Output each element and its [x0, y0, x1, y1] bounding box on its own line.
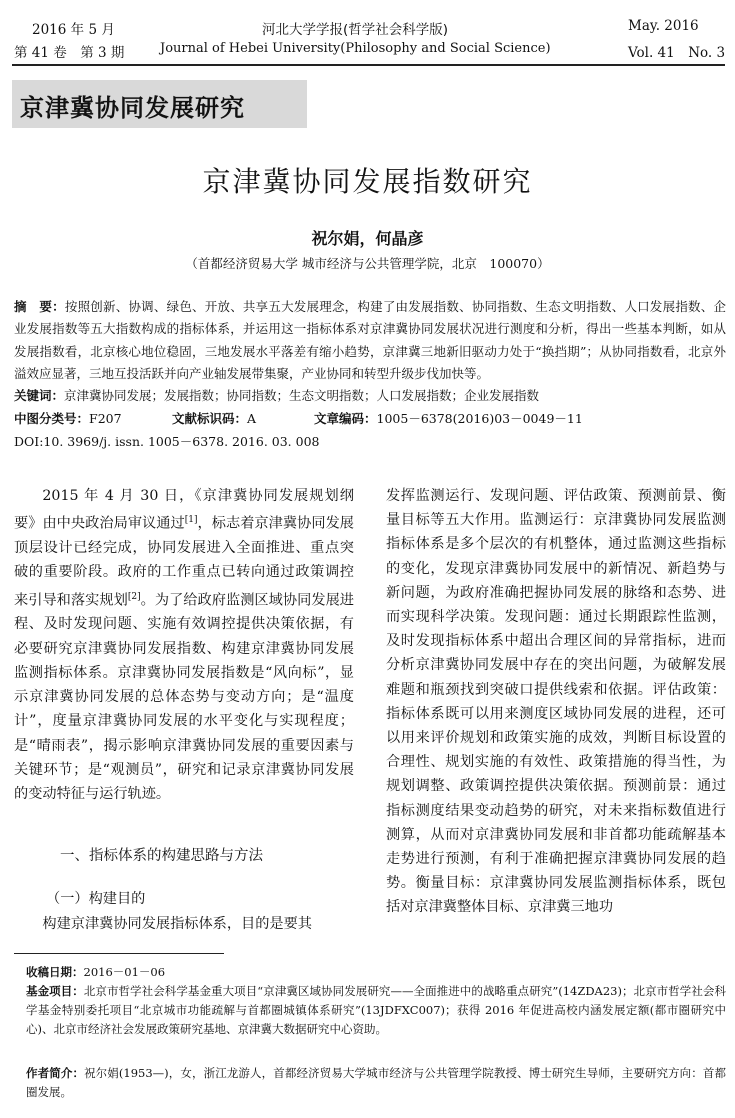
footnote-rule: [14, 953, 224, 954]
body-right-column: [386, 484, 726, 920]
footnote-author: [26, 1064, 726, 1102]
keywords-label: 关键词：: [14, 388, 65, 403]
header-rule: [12, 64, 725, 66]
keywords-text: 京津冀协同发展；发展指数；协同指数；生态文明指数；人口发展指数；企业发展指数: [64, 388, 540, 403]
header-date-cn: 2016 年 5 月: [32, 22, 115, 38]
fund-text: 北京市哲学社会科学基金重大项目“京津冀区域协同发展研究——全面推进中的战略重点研究”(14ZDA23)；北京市哲学社会科学基金特别委托项目“北京城市功能疏解与首都圈城镇体系研究”(13JDFXC007)；获得 2016 年促进高校内涵发展定额(都市圈研究中心)、北京市经济社会发展政策研究基地、京津冀大数据研究中心资助。: [26, 984, 726, 1036]
keywords: [14, 386, 726, 404]
header-date-en: May. 2016: [628, 18, 699, 34]
column-banner: [12, 80, 307, 128]
author-affiliation: （首都经济贸易大学 城市经济与公共管理学院，北京 100070）: [185, 256, 550, 271]
document-code-label: 文献标识码：: [172, 411, 248, 426]
right-paragraph: 发挥监测运行、发现问题、评估政策、预测前景、衡量目标等五大作用。监测运行：京津冀协同发展监测指标体系是多个层次的有机整体，通过监测这些指标的变化，发现京津冀协同发展中的新情况、新趋势与新问题，为政府准确把握协同发展的脉络和态势、进而实现科学决策。发现问题：通过长期跟踪性监测，及时发现指标体系中超出合理区间的异常指标，进而分析京津冀协同发展中存在的突出问题，为破解发展难题和瓶颈找到突破口提供线索和依据。评估政策：指标体系既可以用来测度区域协同发展的进程，还可以用来评价规划和政策实施的成效，判断目标设置的合理性、规划实施的有效性、政策措施的得当性，为规划调整、政策调控提供决策依据。预测前景：通过指标测度结果变动趋势的研究，对未来指标数值进行测算，从而对京津冀协同发展和非首都功能疏解基本走势进行预测，有利于准确把握京津冀协同发展的趋势。衡量目标：京津冀协同发展监测指标体系，既包括对京津冀整体目标、京津冀三地功: [386, 488, 726, 916]
article-number: [314, 409, 583, 427]
intro-text-c: 。为了给政府监测区域协同发展进程、及时发现问题、实施有效调控提供决策依据，有必要研究京津冀协同发展指数、构建京津冀协同发展监测指标体系。京津冀协同发展指数是“风向标”，显示京津冀协同发展的总体态势与变动方向；是“温度计”，度量京津冀协同发展的水平变化与实现程度；是“晴雨表”，揭示影响京津冀协同发展的重要因素与关键环节；是“观测员”，研究和记录京津冀协同发展的变动特征与运行轨迹。: [14, 592, 354, 802]
header-volume-en: Vol. 41 No. 3: [628, 45, 726, 61]
clc-value: F207: [89, 411, 122, 426]
abstract-label: 摘 要：: [14, 299, 65, 314]
author-bio-text: 祝尔娟(1953—)，女，浙江龙游人，首都经济贸易大学城市经济与公共管理学院教授、博士研究生导师，主要研究方向：首都圈发展。: [26, 1066, 727, 1099]
article-title: 京津冀协同发展指数研究: [202, 165, 533, 198]
reference-1[interactable]: [1]: [184, 515, 198, 526]
fund-label: 基金项目：: [26, 984, 84, 998]
header-journal-cn: 河北大学学报(哲学社会科学版): [262, 22, 449, 38]
header-journal-en: Journal of Hebei University(Philosophy and Social Science): [160, 41, 551, 56]
footnote-fund: [26, 982, 726, 1039]
document-code: [172, 409, 256, 427]
footnote-received: [26, 963, 726, 982]
body-left-column: [14, 484, 354, 806]
intro-paragraph: [14, 484, 354, 806]
left-last-text: 构建京津冀协同发展指标体系，目的是要其: [42, 916, 312, 932]
abstract: [14, 296, 726, 385]
abstract-text: 按照创新、协调、绿色、开放、共享五大发展理念，构建了由发展指数、协同指数、生态文明指数、人口发展指数、企业发展指数等五大指数构成的指标体系，并运用这一指标体系对京津冀协同发展状况进行测度和分析，得出一些基本判断，如从发展指数看，北京核心地位稳固，三地发展水平落差有缩小趋势，京津冀三地新旧驱动力处于“换挡期”；从协同指数看，北京外溢效应显著，三地互投活跃并向产业轴发展带集聚，产业协同和转型升级步伐加快等。: [14, 299, 726, 381]
article-number-label: 文章编码：: [314, 411, 377, 426]
subsection-heading-1: （一）构建目的: [46, 891, 146, 907]
header-volume-cn: 第 41 卷 第 3 期: [14, 45, 125, 61]
document-code-value: A: [247, 411, 257, 426]
author-bio-label: 作者简介：: [26, 1066, 85, 1080]
received-date: 2016－01－06: [83, 965, 166, 979]
article-number-value: 1005－6378(2016)03－0049－11: [376, 411, 583, 426]
doi: DOI:10. 3969/j. issn. 1005－6378. 2016. 03. 008: [14, 434, 320, 449]
received-label: 收稿日期：: [26, 965, 84, 979]
column-banner-text: 京津冀协同发展研究: [20, 94, 245, 122]
intro-text-b: ，标志着京津冀协同发展顶层设计已经完成，协同发展进入全面推进、重点突破的重要阶段。政府的工作重点已转向通过政策调控来引导和落实规划: [14, 515, 354, 609]
article-authors: 祝尔娟，何晶彦: [311, 229, 424, 248]
clc-number: [14, 409, 122, 427]
clc-label: 中图分类号：: [14, 411, 90, 426]
reference-2[interactable]: [2]: [127, 591, 141, 602]
section-heading-1: 一、指标体系的构建思路与方法: [60, 848, 263, 864]
body-left-last-line: [14, 912, 354, 936]
intro-text-a: 2015 年 4 月 30 日，《京津冀协同发展规划纲要》由中央政治局审议通过: [14, 488, 354, 532]
